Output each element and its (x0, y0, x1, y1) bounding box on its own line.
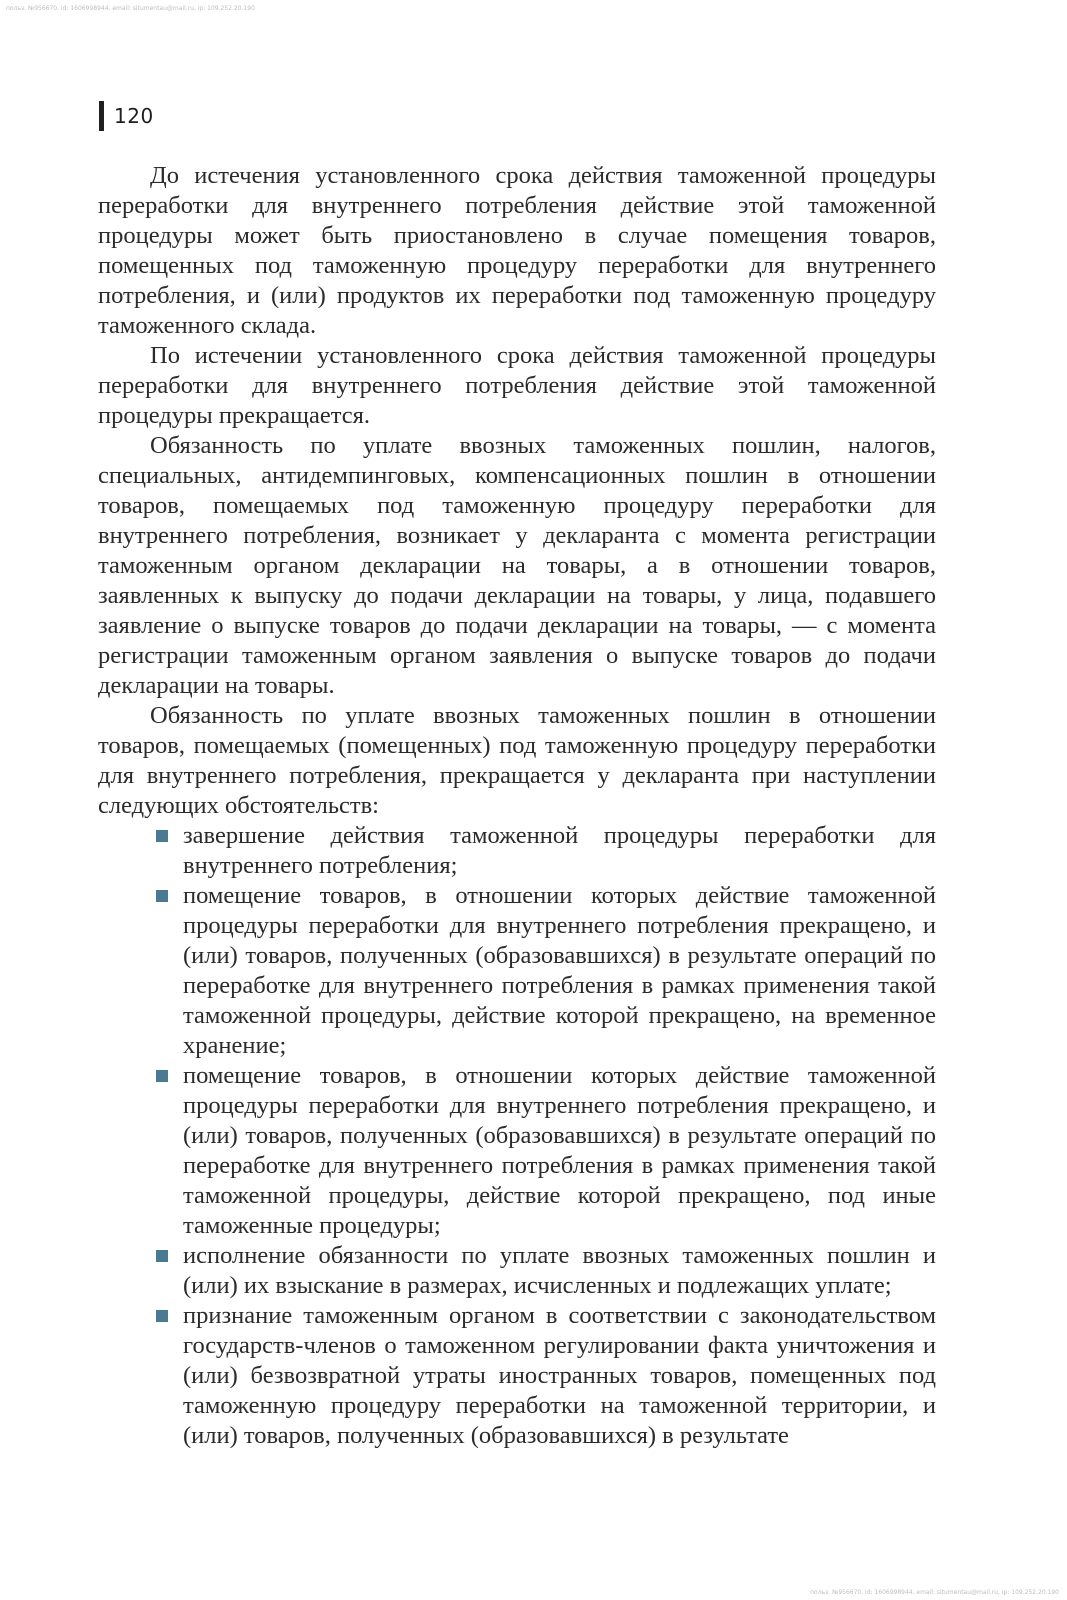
list-item-text: завершение действия таможенной процедуры переработки для внутреннего потребления; (183, 822, 936, 879)
watermark-top: польз. №956670, id: 1606998944, email: situmentau@mail.ru, ip: 109.252.20.190 (6, 5, 255, 12)
paragraph: Обязанность по уплате ввозных таможенных пошлин, налогов, специальных, антидемпинговых, компенсационных пошлин в отношении товаров, помещаемых под таможенную процедуру переработки для внутреннего потребления, возникает у декларанта с момента регистрации таможенным органом декларации на товары, а в отношении товаров, заявленных к выпуску до подачи декларации на товары, у лица, подавшего заявление о выпуске товаров до подачи декларации на товары, — с момента регистрации таможенным органом заявления о выпуске товаров до подачи декларации на товары. (98, 432, 936, 699)
paragraph: Обязанность по уплате ввозных таможенных пошлин в отношении товаров, помещаемых (помещенных) под таможенную процедуру переработки для внутреннего потребления, прекращается у декларанта при наступлении следующих обстоятельств: (98, 702, 936, 819)
list-item (98, 1301, 936, 1451)
watermark-bottom: польз. №956670, id: 1606998944, email: situmentau@mail.ru, ip: 109.252.20.190 (810, 1589, 1059, 1596)
list-item (98, 1061, 936, 1241)
list-item (98, 881, 936, 1061)
header-bar (99, 101, 104, 131)
list-item-text: помещение товаров, в отношении которых действие таможенной процедуры переработки для внутреннего потребления прекращено, и (или) товаров, полученных (образовавшихся) в результате операций по переработке для внутреннего потребления в рамках применения такой таможенной процедуры, действие которой прекращено, на временное хранение; (183, 882, 936, 1059)
list-item-text: исполнение обязанности по уплате ввозных таможенных пошлин и (или) их взыскание в размерах, исчисленных и подлежащих уплате; (183, 1242, 936, 1299)
square-bullet-icon (156, 830, 168, 842)
list-item (98, 821, 936, 881)
list-item (98, 1241, 936, 1301)
page-number: 120 (114, 104, 154, 128)
bullet-list (98, 821, 936, 1451)
square-bullet-icon (156, 1310, 168, 1322)
square-bullet-icon (156, 1070, 168, 1082)
page-body (98, 161, 936, 1451)
paragraph: До истечения установленного срока действия таможенной процедуры переработки для внутреннего потребления действие этой таможенной процедуры может быть приостановлено в случае помещения товаров, помещенных под таможенную процедуру переработки для внутреннего потребления, и (или) продуктов их переработки под таможенную процедуру таможенного склада. (98, 162, 936, 339)
paragraph: По истечении установленного срока действия таможенной процедуры переработки для внутреннего потребления действие этой таможенной процедуры прекращается. (98, 342, 936, 429)
page-header (99, 101, 154, 131)
square-bullet-icon (156, 890, 168, 902)
list-item-text: помещение товаров, в отношении которых действие таможенной процедуры переработки для внутреннего потребления прекращено, и (или) товаров, полученных (образовавшихся) в результате операций по переработке для внутреннего потребления в рамках применения такой таможенной процедуры, действие которой прекращено, под иные таможенные процедуры; (183, 1062, 936, 1239)
square-bullet-icon (156, 1250, 168, 1262)
list-item-text: признание таможенным органом в соответствии с законодательством государств-членов о таможенном регулировании факта уничтожения и (или) безвозвратной утраты иностранных товаров, помещенных под таможенную процедуру переработки на таможенной территории, и (или) товаров, полученных (образовавшихся) в результате (183, 1302, 936, 1449)
